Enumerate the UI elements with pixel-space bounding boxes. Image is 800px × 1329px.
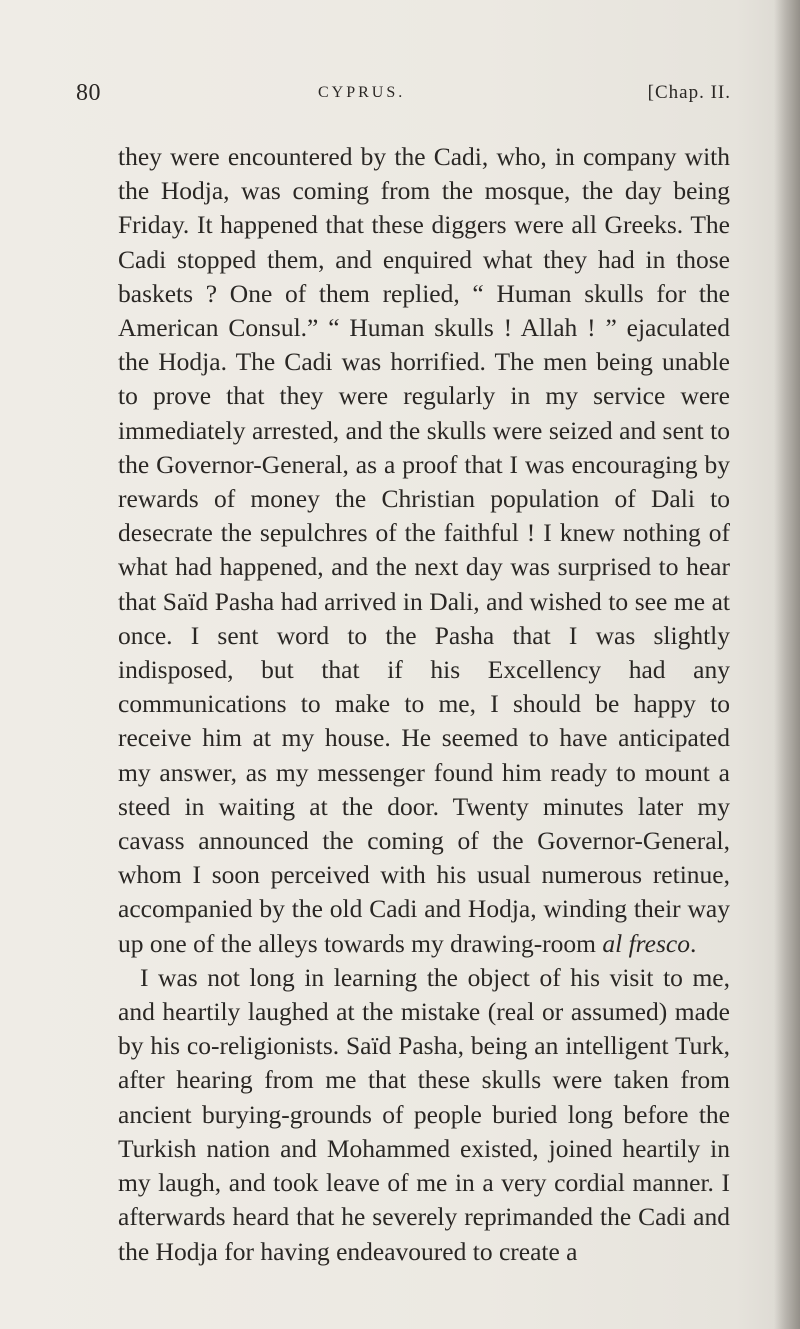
body-text xyxy=(118,140,730,1269)
running-title: CYPRUS. xyxy=(318,84,406,101)
italic-phrase: al fresco xyxy=(602,928,690,958)
page-header xyxy=(76,80,731,114)
paragraph-text: they were encountered by the Cadi, who, in company with the Hodja, was coming from the mosque, the day being Friday. It happened that these diggers were all Greeks. The Cadi stopped them, and enquired what they had in those baskets ? One of them replied, “ Human skulls for the American Consul.” “ Human skulls ! Allah ! ” ejaculated the Hodja. The Cadi was horrified. The men being unable to prove that they were regularly in my service were immediately arrested, and the skulls were seized and sent to the Governor-General, as a proof that I was encouraging by rewards of money the Christian population of Dali to desecrate the sepulchres of the faithful ! I knew nothing of what had happened, and the next day was surprised to hear that Saïd Pasha had arrived in Dali, and wished to see me at once. I sent word to the Pasha that I was slightly indisposed, but that if his Excellency had any communications to make to me, I should be happy to receive him at my house. He seemed to have anticipated my answer, as my messenger found him ready to mount a steed in waiting at the door. Twenty minutes later my cavass announced the coming of the Governor-General, whom I soon perceived with his usual numerous retinue, accompanied by the old Cadi and Hodja, winding their way up one of the alleys towards my drawing-room xyxy=(118,142,730,958)
page-edge-shadow xyxy=(774,0,800,1329)
chapter-reference: [Chap. II. xyxy=(647,82,731,103)
paragraph-text-end: . xyxy=(689,928,697,958)
paragraph: I was not long in learning the object of his visit to me, and heartily laughed at the mistake (real or assumed) made by his co-religionists. Saïd Pasha, being an intelligent Turk, after hearing from me that these skulls were taken from ancient burying-grounds of people buried long before the Turkish nation and Mohammed existed, joined heartily in my laugh, and took leave of me in a very cordial manner. I afterwards heard that he severely reprimanded the Cadi and the Hodja for having endeavoured to create a xyxy=(118,962,730,1266)
paragraph xyxy=(118,140,730,961)
page-number: 80 xyxy=(76,80,101,106)
